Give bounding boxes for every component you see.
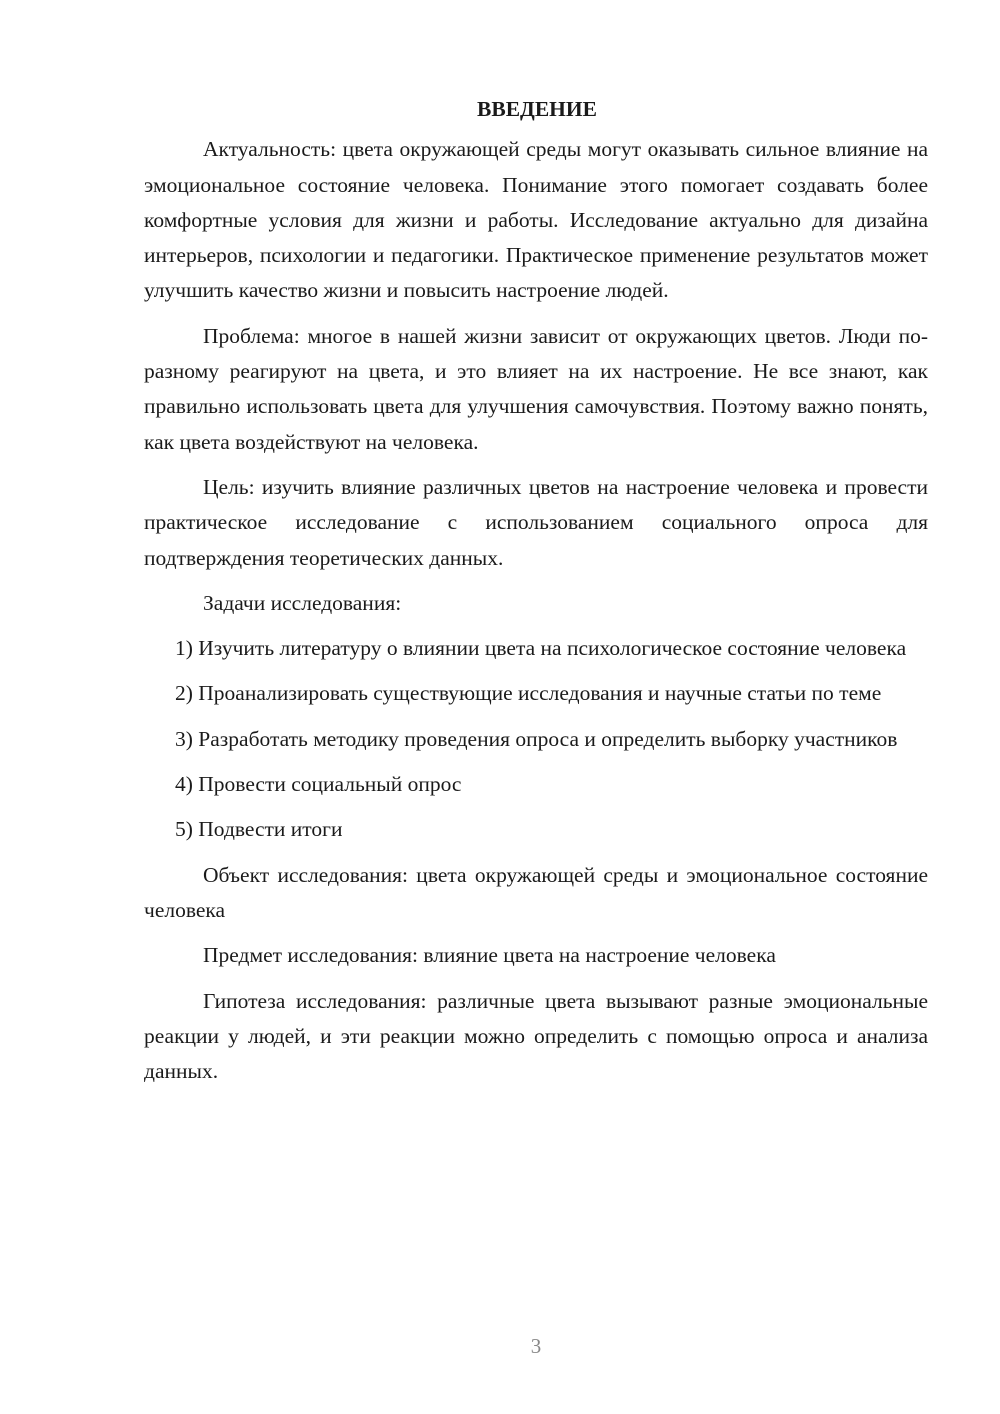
hypothesis-paragraph: Гипотеза исследования: различные цвета вызывают разные эмоциональные реакции у людей, и эти реакции можно определить с помощью опроса и анализа данных. xyxy=(144,988,928,1084)
tasks-heading: Задачи исследования: xyxy=(203,590,402,615)
task-item-2: 2) Проанализировать существующие исследования и научные статьи по теме xyxy=(175,681,882,706)
task-item-3: 3) Разработать методику проведения опроса и определить выборку участников xyxy=(175,726,898,751)
task-item-1: 1) Изучить литературу о влиянии цвета на психологическое состояние человека xyxy=(175,636,907,661)
page-number: 3 xyxy=(530,1334,542,1358)
subject-paragraph: Предмет исследования: влияние цвета на настроение человека xyxy=(203,943,776,968)
object-paragraph: Объект исследования: цвета окружающей среды и эмоциональное состояние человека xyxy=(144,862,928,922)
document-page xyxy=(144,92,928,1099)
section-title: ВВЕДЕНИЕ xyxy=(477,97,597,121)
task-item-5: 5) Подвести итоги xyxy=(175,817,343,842)
problem-paragraph: Проблема: многое в нашей жизни зависит от окружающих цветов. Люди по-разному реагируют на цвета, и это влияет на их настроение. Не все знают, как правильно использовать цвета для улучшения самочувствия. Поэтому важно понять, как цвета воздействуют на человека. xyxy=(144,323,928,454)
task-item-4: 4) Провести социальный опрос xyxy=(175,772,462,797)
goal-paragraph: Цель: изучить влияние различных цветов на настроение человека и провести практическое исследование с использованием социального опроса для подтверждения теоретических данных. xyxy=(144,474,928,570)
relevance-paragraph: Актуальность: цвета окружающей среды могут оказывать сильное влияние на эмоциональное состояние человека. Понимание этого помогает создавать более комфортные условия для жизни и работы. Исследование актуально для дизайна интерьеров, психологии и педагогики. Практическое применение результатов может улучшить качество жизни и повысить настроение людей. xyxy=(144,137,928,303)
